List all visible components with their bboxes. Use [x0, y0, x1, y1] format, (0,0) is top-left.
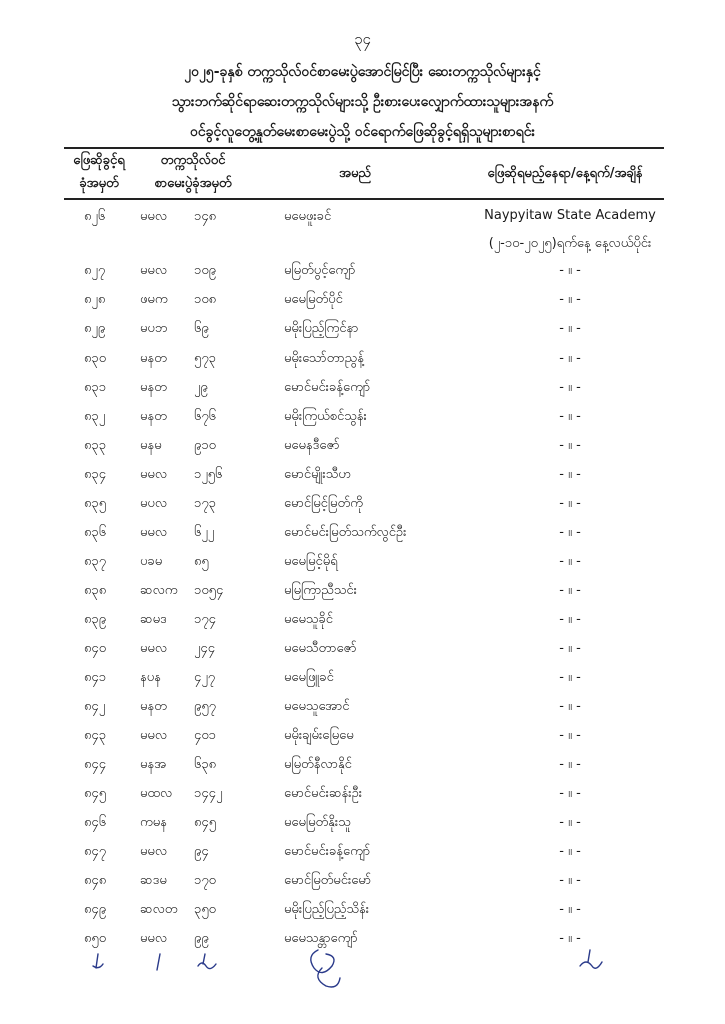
- table-row: [0, 901, 725, 923]
- serial-cell: ၈၅၀: [84, 931, 107, 946]
- serial-cell: ၈၂၉: [84, 321, 106, 336]
- header-serial-line-2: ခုံအမှတ်: [79, 176, 119, 191]
- serial-cell: ၈၂၆: [84, 209, 106, 224]
- exam-prefix-cell: မနတ: [140, 699, 167, 714]
- exam-prefix-cell: မပဘ: [140, 321, 168, 336]
- table-row: [0, 262, 725, 284]
- initial-mark-1: [93, 954, 103, 968]
- table-row: [0, 379, 725, 401]
- name-cell: မမြကြာညီသင်း: [284, 583, 357, 598]
- name-cell: မမိုးပြည့်ကြင်နာ: [284, 321, 359, 336]
- exam-prefix-cell: မနတ: [140, 351, 167, 366]
- remark-cell: - ။ -: [559, 321, 581, 336]
- exam-prefix-cell: နပန: [140, 670, 161, 685]
- header-serial-line-1: ဖြေဆိုခွင့်ရ: [73, 153, 125, 168]
- serial-cell: ၈၃၈: [84, 583, 107, 598]
- name-cell: မောင်မင်းဆန်းဦး: [284, 786, 363, 801]
- remark-cell: - ။ -: [559, 438, 581, 453]
- remark-cell: - ။ -: [559, 728, 581, 743]
- name-cell: မမေသီတာဇော်: [284, 641, 357, 656]
- exam-number-cell: ၁၇၄: [194, 612, 216, 627]
- initial-mark-3: [198, 954, 216, 969]
- name-cell: မောင်မျိုးသီဟ: [284, 467, 351, 482]
- remark-cell: - ။ -: [559, 496, 581, 511]
- exam-number-cell: ၃၅၀: [194, 902, 216, 917]
- exam-number-cell: ၉၄: [194, 844, 209, 859]
- initial-mark-2: [157, 954, 160, 970]
- exam-prefix-cell: မနမ: [140, 438, 162, 453]
- table-row: [0, 669, 725, 691]
- name-cell: မမိုးပြည့်ပြည့်သိန်း: [284, 902, 370, 917]
- table-row: [0, 640, 725, 662]
- name-cell: မမေမြတ်ပိုင်: [284, 292, 343, 307]
- table-row: [0, 466, 725, 488]
- exam-number-cell: ၉၁၀: [194, 438, 216, 453]
- exam-number-cell: ၁၀၈: [194, 292, 217, 307]
- remark-cell: - ။ -: [559, 786, 581, 801]
- table-row: [0, 814, 725, 836]
- name-cell: မမြတ်နီလာနိုင်: [284, 757, 352, 772]
- serial-cell: ၈၄၃: [84, 728, 107, 743]
- signature-scribble: [311, 950, 340, 987]
- name-cell: မမေဖူးခင်: [284, 209, 332, 224]
- exam-number-cell: ၁၄၈: [194, 209, 217, 224]
- exam-prefix-cell: မမလ: [140, 931, 168, 946]
- serial-cell: ၈၃၁: [84, 380, 107, 395]
- exam-number-cell: ၁၇၃: [194, 496, 216, 511]
- serial-cell: ၈၃၃: [84, 438, 107, 453]
- name-cell: မောင်မင်းခန့်ကျော်: [284, 380, 371, 395]
- name-cell: မမေသူအောင်: [284, 699, 350, 714]
- table-row: [0, 495, 725, 517]
- serial-cell: ၈၂၈: [84, 292, 106, 307]
- table-row: [0, 785, 725, 807]
- exam-number-cell: ၆၉: [194, 321, 209, 336]
- remark-cell: - ။ -: [559, 351, 581, 366]
- remark-cell: - ။ -: [559, 670, 581, 685]
- serial-cell: ၈၃၀: [84, 351, 107, 366]
- exam-number-cell: ၄၂၇: [194, 670, 216, 685]
- name-cell: မောင်မြတ်မင်းမော်: [284, 873, 372, 888]
- exam-prefix-cell: ဆလက: [140, 583, 178, 598]
- exam-number-cell: ၆၃၈: [194, 757, 217, 772]
- header-exam-line-1: တက္ကသိုလ်ဝင်: [160, 153, 226, 168]
- remark-cell: - ။ -: [559, 873, 581, 888]
- name-cell: မမေသန္တာကျော်: [284, 931, 358, 946]
- exam-prefix-cell: ဆဒမ: [140, 873, 167, 888]
- exam-number-cell: ၁၇၀: [194, 873, 216, 888]
- remark-cell: - ။ -: [559, 641, 581, 656]
- header-remark: ဖြေဆိုရမည့်နေရာ/နေ့ရက်/အချိန်: [487, 166, 643, 181]
- remark-cell: - ။ -: [559, 902, 581, 917]
- remark-cell: - ။ -: [559, 263, 581, 278]
- serial-cell: ၈၂၇: [84, 263, 106, 278]
- name-cell: မမေဖြူခင်: [284, 670, 334, 685]
- serial-cell: ၈၄၉: [84, 902, 107, 917]
- exam-prefix-cell: မမလ: [140, 263, 168, 278]
- name-cell: မမြတ်ပွင့်ကျော်: [284, 263, 356, 278]
- table-row: [0, 524, 725, 546]
- exam-number-cell: ၁၀၅၄: [194, 583, 224, 598]
- table-row: [0, 437, 725, 459]
- table-row: [0, 756, 725, 778]
- remark-cell: - ။ -: [559, 699, 581, 714]
- exam-number-cell: ၄၀၁: [194, 728, 216, 743]
- exam-prefix-cell: ဆမဒ: [140, 612, 167, 627]
- name-cell: မမေနဒီဇော်: [284, 438, 340, 453]
- venue-datetime: (၂-၁၀-၂၀၂၅)ရက်နေ့ နေ့လယ်ပိုင်း: [488, 236, 652, 251]
- exam-prefix-cell: မမလ: [140, 641, 168, 656]
- title-line-1: ၂၀၂၅-ခုနှစ် တက္ကသိုလ်ဝင်စာမေးပွဲအောင်မြင်ပြီး ဆေးတက္ကသိုလ်များနှင့်: [184, 64, 541, 80]
- serial-cell: ၈၃၄: [84, 467, 107, 482]
- venue-place: Naypyitaw State Academy: [484, 208, 656, 223]
- serial-cell: ၈၄၆: [84, 815, 107, 830]
- serial-cell: ၈၄၀: [84, 641, 107, 656]
- remark-cell: - ။ -: [559, 467, 581, 482]
- title-line-3: ဝင်ခွင့်လူတွေ့နှုတ်မေးစာမေးပွဲသို့ ဝင်ရောက်ဖြေဆိုခွင့်ရရှိသူများစာရင်း: [189, 124, 536, 140]
- initial-mark-4: [580, 950, 602, 968]
- table-row: [0, 291, 725, 313]
- remark-cell: - ။ -: [559, 554, 581, 569]
- table-row: [0, 408, 725, 430]
- exam-number-cell: ၉၉: [194, 931, 209, 946]
- table-row: [0, 611, 725, 633]
- remark-cell: - ။ -: [559, 931, 581, 946]
- exam-number-cell: ၂၄၄: [194, 641, 216, 656]
- exam-number-cell: ၉၅၇: [194, 699, 216, 714]
- serial-cell: ၈၃၉: [84, 612, 107, 627]
- name-cell: မမိုးကြယ်စင်သွန်း: [284, 409, 367, 424]
- header-top-rule: [64, 147, 664, 149]
- exam-number-cell: ၂၉: [194, 380, 208, 395]
- page-number: ၃၄: [354, 30, 371, 48]
- exam-prefix-cell: မမလ: [140, 467, 168, 482]
- name-cell: မမေသူခိုင်: [284, 612, 334, 627]
- exam-prefix-cell: မနအ: [140, 757, 167, 772]
- table-row: [0, 872, 725, 894]
- exam-prefix-cell: မမလ: [140, 525, 168, 540]
- exam-prefix-cell: ဆလတ: [140, 902, 178, 917]
- serial-cell: ၈၄၁: [84, 670, 107, 685]
- serial-cell: ၈၃၂: [84, 409, 106, 424]
- exam-prefix-cell: ပခမ: [140, 554, 163, 569]
- name-cell: မောင်မင်းခန့်ကျော်: [284, 844, 371, 859]
- exam-number-cell: ၆၂၂: [194, 525, 215, 540]
- serial-cell: ၈၄၇: [84, 844, 107, 859]
- table-row: [0, 208, 725, 230]
- table-row: [0, 698, 725, 720]
- remark-cell: - ။ -: [559, 409, 581, 424]
- name-cell: မမေမြင့်မိုရ်: [284, 554, 338, 569]
- serial-cell: ၈၄၂: [84, 699, 106, 714]
- exam-prefix-cell: မပလ: [140, 496, 168, 511]
- exam-number-cell: ၈၅: [194, 554, 209, 569]
- remark-cell: - ။ -: [559, 583, 581, 598]
- serial-cell: ၈၄၅: [84, 786, 107, 801]
- name-cell: မမိုးချမ်းမြေမေ: [284, 728, 354, 743]
- remark-cell: - ။ -: [559, 757, 581, 772]
- exam-number-cell: ၁၀၉: [194, 263, 216, 278]
- title-line-2: သွားဘက်ဆိုင်ရာဆေးတက္ကသိုလ်များသို့ ဦးစားပေးလျှောက်ထားသူများအနက်: [171, 94, 554, 110]
- remark-cell: - ။ -: [559, 380, 581, 395]
- exam-number-cell: ၈၄၅: [194, 815, 217, 830]
- serial-cell: ၈၃၅: [84, 496, 107, 511]
- table-row: [0, 582, 725, 604]
- remark-cell: - ။ -: [559, 292, 581, 307]
- header-bottom-rule: [64, 198, 664, 200]
- name-cell: မမိုးသော်တာညွန့်: [284, 351, 364, 366]
- exam-prefix-cell: မထလ: [140, 786, 173, 801]
- exam-number-cell: ၁၂၅၆: [194, 467, 223, 482]
- name-cell: မောင်မြင့်မြတ်ကို: [284, 496, 363, 511]
- exam-prefix-cell: ကမန: [140, 815, 167, 830]
- remark-cell: - ။ -: [559, 815, 581, 830]
- exam-number-cell: ၅၇၃: [194, 351, 216, 366]
- exam-number-cell: ၆၇၆: [194, 409, 216, 424]
- exam-prefix-cell: မနတ: [140, 380, 167, 395]
- serial-cell: ၈၄၈: [84, 873, 107, 888]
- remark-cell: - ။ -: [559, 612, 581, 627]
- table-row: [0, 350, 725, 372]
- exam-number-cell: ၁၄၄၂: [194, 786, 223, 801]
- serial-cell: ၈၃၆: [84, 525, 107, 540]
- table-row: [0, 843, 725, 865]
- serial-cell: ၈၄၄: [84, 757, 107, 772]
- serial-cell: ၈၃၇: [84, 554, 107, 569]
- exam-prefix-cell: မမလ: [140, 844, 168, 859]
- table-row: [0, 727, 725, 749]
- name-cell: မမေမြတ်နိုးသူ: [284, 815, 351, 830]
- remark-cell: - ။ -: [559, 525, 581, 540]
- table-row: [0, 320, 725, 342]
- header-exam-line-2: စာမေးပွဲခုံအမှတ်: [154, 176, 232, 191]
- header-name: အမည်: [339, 166, 371, 181]
- exam-prefix-cell: မမလ: [140, 209, 168, 224]
- exam-prefix-cell: ဖမက: [140, 292, 168, 307]
- name-cell: မောင်မင်းမြတ်သက်လွင်ဦး: [284, 525, 407, 540]
- table-row: [0, 553, 725, 575]
- exam-prefix-cell: မနတ: [140, 409, 167, 424]
- signature-marks: [0, 940, 725, 1000]
- remark-cell: - ။ -: [559, 844, 581, 859]
- exam-prefix-cell: မမလ: [140, 728, 168, 743]
